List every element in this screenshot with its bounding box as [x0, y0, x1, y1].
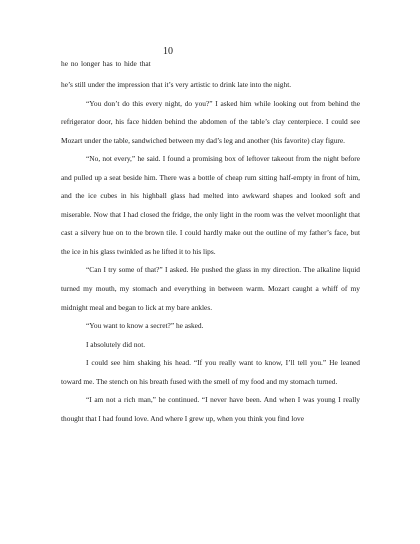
paragraph: “I am not a rich man,” he continued. “I never have been. And when I was young I really thought that I had found love. And where I grew up, when you think you find love — [61, 395, 360, 423]
paragraph: “You want to know a secret?” he asked. — [86, 321, 204, 331]
paragraph: “You don’t do this every night, do you?” I asked him while looking out from behind the refrigerator door, his face hidden behind the abdomen of the table’s clay centerpiece. I could see Mozart under the table, sandwiched between my dad’s leg and another (his favorite) clay figure. — [61, 98, 360, 145]
paragraph: “No, not every,” he said. I found a promising box of leftover takeout from the night before and pulled up a seat beside him. There was a bottle of cheap rum sitting half-empty in front of him, and the ice cubes in his highball glass had melted into awkward shapes and looked soft and miserable. Now that I had closed the fridge, the only light in the room was the velvet moonlight that cast a silvery hue on to the brown tile. I could hardly make out the outline of my father’s face, but the ice in his glass twinkled as he lifted it to his lips. — [61, 154, 360, 256]
paragraph: he’s still under the impression that it’s very artistic to drink late into the night. — [61, 80, 292, 89]
body-text — [61, 76, 360, 428]
stray-text-line: he no longer has to hide that — [61, 59, 151, 68]
paragraph: I could see him shaking his head. “If you really want to know, I’ll tell you.” He leaned toward me. The stench on his breath fused with the smell of my food and my stomach turned. — [61, 358, 360, 386]
page-number: 10 — [163, 46, 173, 57]
paragraph: “Can I try some of that?” I asked. He pushed the glass in my direction. The alkaline liquid turned my mouth, my stomach and everything in between warm. Mozart caught a whiff of my midnight meal and began to lick at my bare ankles. — [61, 265, 360, 312]
paragraph: I absolutely did not. — [86, 339, 146, 349]
